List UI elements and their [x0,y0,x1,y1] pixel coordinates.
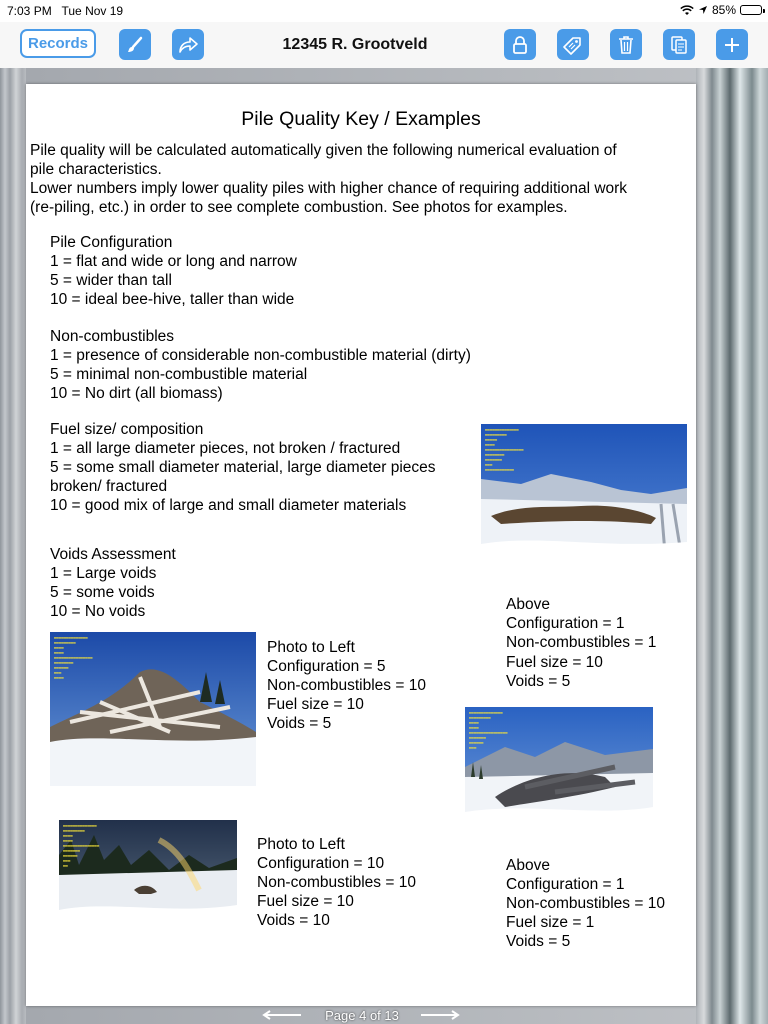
section-line: 1 = presence of considerable non-combustible material (dirty) [50,347,471,364]
trash-icon [617,35,635,55]
copy-icon [669,35,689,55]
plus-icon [723,36,741,54]
example-line: Voids = 5 [267,715,332,732]
brush-button[interactable] [119,29,151,60]
section-line: 5 = some small diameter material, large diameter pieces [50,459,436,476]
example-line: Non-combustibles = 10 [267,677,426,694]
intro-line: pile characteristics. [30,161,162,178]
section-line: 5 = minimal non-combustible material [50,366,308,383]
section-heading: Fuel size/ composition [50,421,204,438]
status-date: Tue Nov 19 [61,4,124,18]
section-line: 10 = No voids [50,603,146,620]
example-line: Fuel size = 10 [506,654,603,671]
delete-button[interactable] [610,29,642,60]
section-line: 1 = all large diameter pieces, not broken / fractured [50,440,401,457]
photo-timestamp-overlay: ▬▬▬▬▬▬▬▬▬▬▬▬▬▬ ▬▬▬▬▬▬▬▬▬ ▬▬▬▬ ▬▬▬▬ ▬▬▬▬▬▬▬▬▬▬▬▬▬▬▬▬ ▬▬▬▬▬▬▬▬ ▬▬▬▬▬▬ ▬▬▬ ▬▬▬▬ [54,635,93,680]
section-heading: Voids Assessment [50,546,176,563]
records-button[interactable]: Records [20,29,96,58]
section-heading: Pile Configuration [50,234,173,251]
section-line: 5 = wider than tall [50,272,172,289]
section-line: 10 = No dirt (all biomass) [50,385,223,402]
next-page-icon[interactable] [420,1010,460,1020]
section-line: 10 = good mix of large and small diameter materials [50,497,407,514]
tag-button[interactable] [557,29,589,60]
left-gutter [0,68,26,1024]
example-line: Voids = 5 [506,673,571,690]
battery-icon [740,5,762,15]
section-line: 5 = some voids [50,584,155,601]
section-line: 10 = ideal bee-hive, taller than wide [50,291,295,308]
intro-line: Pile quality will be calculated automatically given the following numerical evaluation of [30,142,617,159]
page-title: Pile Quality Key / Examples [241,108,481,130]
document-page[interactable] [26,84,696,1006]
pile-photo-2[interactable] [50,632,256,786]
example-line: Voids = 10 [257,912,330,929]
example-line: Non-combustibles = 10 [506,895,665,912]
example-heading: Above [506,596,550,613]
example-line: Non-combustibles = 1 [506,634,657,651]
example-line: Configuration = 1 [506,876,625,893]
status-right [680,3,762,17]
location-arrow-icon [698,5,708,15]
example-line: Fuel size = 10 [267,696,364,713]
page-number-label: Page 4 of 13 [325,1008,399,1023]
example-line: Voids = 5 [506,933,571,950]
intro-line: Lower numbers imply lower quality piles with higher chance of requiring additional work [30,180,628,197]
brush-icon [125,35,145,55]
page-indicator [0,1005,768,1024]
tag-icon [563,35,583,55]
pile-photo-3[interactable] [465,707,653,847]
example-line: Configuration = 10 [257,855,385,872]
example-line: Configuration = 5 [267,658,386,675]
photo-timestamp-overlay: ▬▬▬▬▬▬▬▬▬▬▬▬▬▬ ▬▬▬▬▬▬▬▬▬ ▬▬▬▬▬ ▬▬▬▬ ▬▬▬▬▬▬▬▬▬▬▬▬▬▬▬▬ ▬▬▬▬▬▬▬▬ ▬▬▬▬▬▬▬ ▬▬▬ ▬▬▬▬▬▬▬▬▬▬▬▬ [485,427,524,472]
example-heading: Above [506,857,550,874]
lock-icon [511,35,529,55]
status-time-date [7,4,123,18]
example-line: Fuel size = 10 [257,893,354,910]
example-heading: Photo to Left [267,639,355,656]
section-line: 1 = flat and wide or long and narrow [50,253,297,270]
lock-button[interactable] [504,29,536,60]
example-line: Fuel size = 1 [506,914,595,931]
photo-timestamp-overlay: ▬▬▬▬▬▬▬▬▬▬▬▬▬▬ ▬▬▬▬▬▬▬▬▬ ▬▬▬▬ ▬▬▬▬ ▬▬▬▬▬▬▬▬▬▬▬▬▬▬▬▬ ▬▬▬▬▬▬▬ ▬▬▬▬▬▬ ▬▬▬ [469,710,508,750]
battery-percent: 85% [711,3,736,17]
example-line: Non-combustibles = 10 [257,874,416,891]
copy-button[interactable] [663,29,695,60]
right-gutter [696,68,768,1024]
previous-page-icon[interactable] [262,1010,302,1020]
section-line: broken/ fractured [50,478,168,495]
intro-line: (re-piling, etc.) in order to see complete combustion. See photos for examples. [30,199,568,216]
status-bar [0,0,768,22]
share-button[interactable] [172,29,204,60]
share-icon [177,35,199,55]
wifi-icon [680,5,694,16]
section-heading: Non-combustibles [50,328,175,345]
pile-photo-1[interactable] [481,424,687,578]
toolbar [0,22,768,68]
status-time: 7:03 PM [7,4,52,18]
example-heading: Photo to Left [257,836,345,853]
photo-timestamp-overlay: ▬▬▬▬▬▬▬▬▬▬▬▬▬▬ ▬▬▬▬▬▬▬▬▬ ▬▬▬▬ ▬▬▬▬ ▬▬▬▬▬▬▬▬▬▬▬▬▬▬▬ ▬▬▬▬▬▬▬ ▬▬▬▬▬▬ ▬▬▬ ▬▬ [63,823,100,868]
example-line: Configuration = 1 [506,615,625,632]
section-line: 1 = Large voids [50,565,157,582]
add-button[interactable] [716,29,748,60]
record-title: 12345 R. Grootveld [282,36,428,53]
pile-photo-4[interactable] [59,820,237,952]
